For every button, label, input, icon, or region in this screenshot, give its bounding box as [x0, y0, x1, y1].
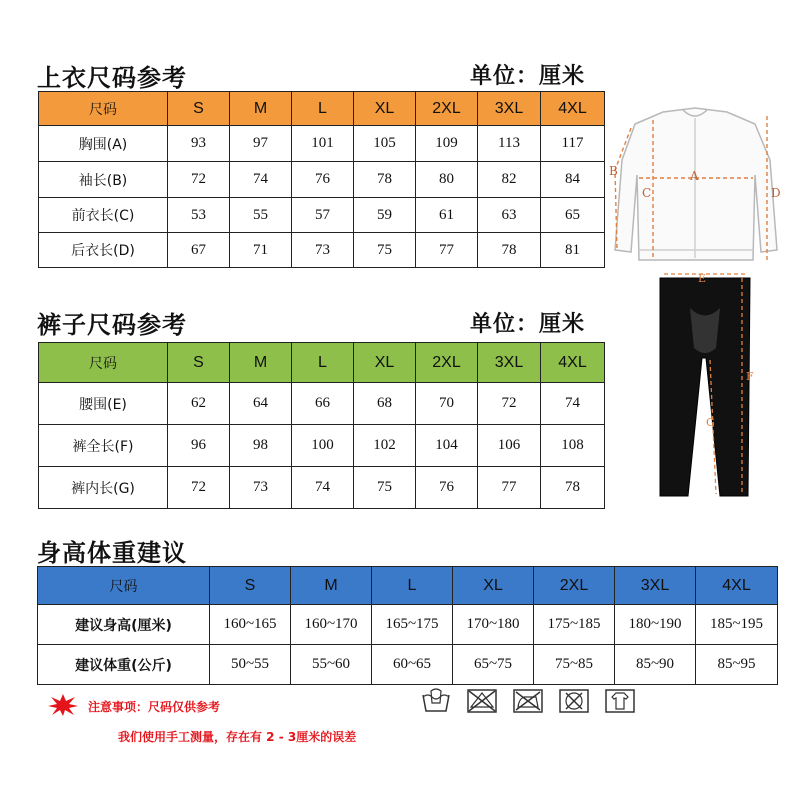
- header-cell: XL: [354, 343, 416, 383]
- table-cell: 75: [354, 467, 416, 509]
- table-row: [39, 233, 605, 268]
- table-cell: 160~170: [291, 605, 372, 645]
- header-cell: L: [292, 343, 354, 383]
- row-label: 裤全长(F): [39, 425, 168, 467]
- table-cell: 74: [230, 162, 292, 198]
- measure-letter-f: F: [746, 370, 754, 383]
- table-cell: 108: [541, 425, 605, 467]
- table-cell: 72: [478, 383, 541, 425]
- table-cell: 85~90: [615, 645, 696, 685]
- table-header-row: [39, 343, 605, 383]
- table-cell: 66: [292, 383, 354, 425]
- header-cell: S: [210, 567, 291, 605]
- table-cell: 78: [478, 233, 541, 268]
- row-label: 建议身高(厘米): [38, 605, 210, 645]
- note-size-reference: 注意事项：尺码仅供参考: [88, 700, 221, 714]
- row-label: 腰围(E): [39, 383, 168, 425]
- jersey-size-table: [38, 91, 605, 268]
- header-cell: M: [230, 92, 292, 126]
- row-label: 胸围(A): [39, 126, 168, 162]
- table-cell: 98: [230, 425, 292, 467]
- table-cell: 109: [416, 126, 478, 162]
- measure-letter-c: C: [642, 186, 652, 200]
- header-cell: 2XL: [534, 567, 615, 605]
- no-dry-clean-icon: [558, 687, 590, 715]
- table-cell: 76: [416, 467, 478, 509]
- hang-dry-icon: [604, 687, 636, 715]
- table-cell: 78: [354, 162, 416, 198]
- pants-size-table: [38, 342, 605, 509]
- header-cell: 2XL: [416, 343, 478, 383]
- header-cell: 4XL: [696, 567, 778, 605]
- jersey-size-title: 上衣尺码参考: [37, 64, 187, 92]
- header-cell: XL: [354, 92, 416, 126]
- header-cell: 2XL: [416, 92, 478, 126]
- header-cell: L: [372, 567, 453, 605]
- table-header-row: [39, 92, 605, 126]
- note-measurement-error: 我们使用手工测量，存在有 2 - 3厘米的误差: [118, 730, 357, 744]
- measure-letter-e: E: [698, 272, 707, 285]
- table-row: [39, 126, 605, 162]
- header-cell: 3XL: [615, 567, 696, 605]
- measure-letter-g: G: [706, 416, 715, 429]
- row-label: 袖长(B): [39, 162, 168, 198]
- header-cell: 尺码: [39, 343, 168, 383]
- header-cell: 3XL: [478, 92, 541, 126]
- table-cell: 73: [292, 233, 354, 268]
- table-cell: 185~195: [696, 605, 778, 645]
- table-cell: 73: [230, 467, 292, 509]
- pants-unit-label: 单位：厘米: [470, 312, 586, 337]
- table-cell: 67: [168, 233, 230, 268]
- table-cell: 93: [168, 126, 230, 162]
- table-cell: 82: [478, 162, 541, 198]
- row-label: 裤内长(G): [39, 467, 168, 509]
- row-label: 后衣长(D): [39, 233, 168, 268]
- header-cell: S: [168, 343, 230, 383]
- no-iron-icon: [512, 687, 544, 715]
- table-cell: 117: [541, 126, 605, 162]
- table-cell: 72: [168, 162, 230, 198]
- header-cell: M: [230, 343, 292, 383]
- header-cell: 尺码: [38, 567, 210, 605]
- table-cell: 113: [478, 126, 541, 162]
- table-cell: 85~95: [696, 645, 778, 685]
- table-cell: 72: [168, 467, 230, 509]
- table-cell: 55: [230, 198, 292, 233]
- height-weight-title: 身高体重建议: [37, 539, 187, 567]
- header-cell: S: [168, 92, 230, 126]
- table-cell: 61: [416, 198, 478, 233]
- measure-letter-b: B: [609, 164, 618, 178]
- row-label: 建议体重(公斤): [38, 645, 210, 685]
- measure-letter-d: D: [771, 186, 781, 200]
- no-bleach-icon: [466, 687, 498, 715]
- pants-diagram: [650, 268, 760, 503]
- table-row: [38, 645, 778, 685]
- table-cell: 71: [230, 233, 292, 268]
- jersey-unit-label: 单位：厘米: [470, 64, 586, 89]
- table-cell: 70: [416, 383, 478, 425]
- table-cell: 96: [168, 425, 230, 467]
- table-cell: 75: [354, 233, 416, 268]
- table-cell: 180~190: [615, 605, 696, 645]
- table-cell: 74: [541, 383, 605, 425]
- table-cell: 160~165: [210, 605, 291, 645]
- header-cell: 尺码: [39, 92, 168, 126]
- table-cell: 75~85: [534, 645, 615, 685]
- table-cell: 97: [230, 126, 292, 162]
- jersey-diagram: [605, 100, 795, 280]
- table-cell: 77: [416, 233, 478, 268]
- table-row: [39, 198, 605, 233]
- header-cell: XL: [453, 567, 534, 605]
- table-row: [39, 383, 605, 425]
- jersey-outline: [615, 108, 777, 260]
- row-label: 前衣长(C): [39, 198, 168, 233]
- table-cell: 57: [292, 198, 354, 233]
- table-cell: 68: [354, 383, 416, 425]
- table-cell: 76: [292, 162, 354, 198]
- pants-size-title: 裤子尺码参考: [37, 311, 187, 339]
- table-row: [39, 162, 605, 198]
- pants-silhouette: [660, 278, 750, 496]
- hand-wash-icon: [420, 687, 452, 715]
- header-cell: L: [292, 92, 354, 126]
- warning-burst-icon: [48, 694, 78, 716]
- table-cell: 53: [168, 198, 230, 233]
- table-row: [39, 467, 605, 509]
- table-cell: 74: [292, 467, 354, 509]
- table-cell: 62: [168, 383, 230, 425]
- table-cell: 65: [541, 198, 605, 233]
- table-cell: 50~55: [210, 645, 291, 685]
- table-cell: 105: [354, 126, 416, 162]
- table-cell: 101: [292, 126, 354, 162]
- table-cell: 55~60: [291, 645, 372, 685]
- table-cell: 84: [541, 162, 605, 198]
- table-header-row: [38, 567, 778, 605]
- header-cell: 3XL: [478, 343, 541, 383]
- table-cell: 77: [478, 467, 541, 509]
- table-cell: 106: [478, 425, 541, 467]
- table-cell: 59: [354, 198, 416, 233]
- table-row: [39, 425, 605, 467]
- table-cell: 100: [292, 425, 354, 467]
- table-cell: 102: [354, 425, 416, 467]
- table-cell: 63: [478, 198, 541, 233]
- table-cell: 165~175: [372, 605, 453, 645]
- table-cell: 175~185: [534, 605, 615, 645]
- height-weight-table: [37, 566, 778, 685]
- table-cell: 64: [230, 383, 292, 425]
- header-cell: 4XL: [541, 92, 605, 126]
- header-cell: M: [291, 567, 372, 605]
- table-cell: 60~65: [372, 645, 453, 685]
- table-cell: 80: [416, 162, 478, 198]
- table-row: [38, 605, 778, 645]
- table-cell: 78: [541, 467, 605, 509]
- table-cell: 81: [541, 233, 605, 268]
- table-cell: 65~75: [453, 645, 534, 685]
- table-cell: 104: [416, 425, 478, 467]
- measure-letter-a: A: [690, 169, 699, 183]
- header-cell: 4XL: [541, 343, 605, 383]
- table-cell: 170~180: [453, 605, 534, 645]
